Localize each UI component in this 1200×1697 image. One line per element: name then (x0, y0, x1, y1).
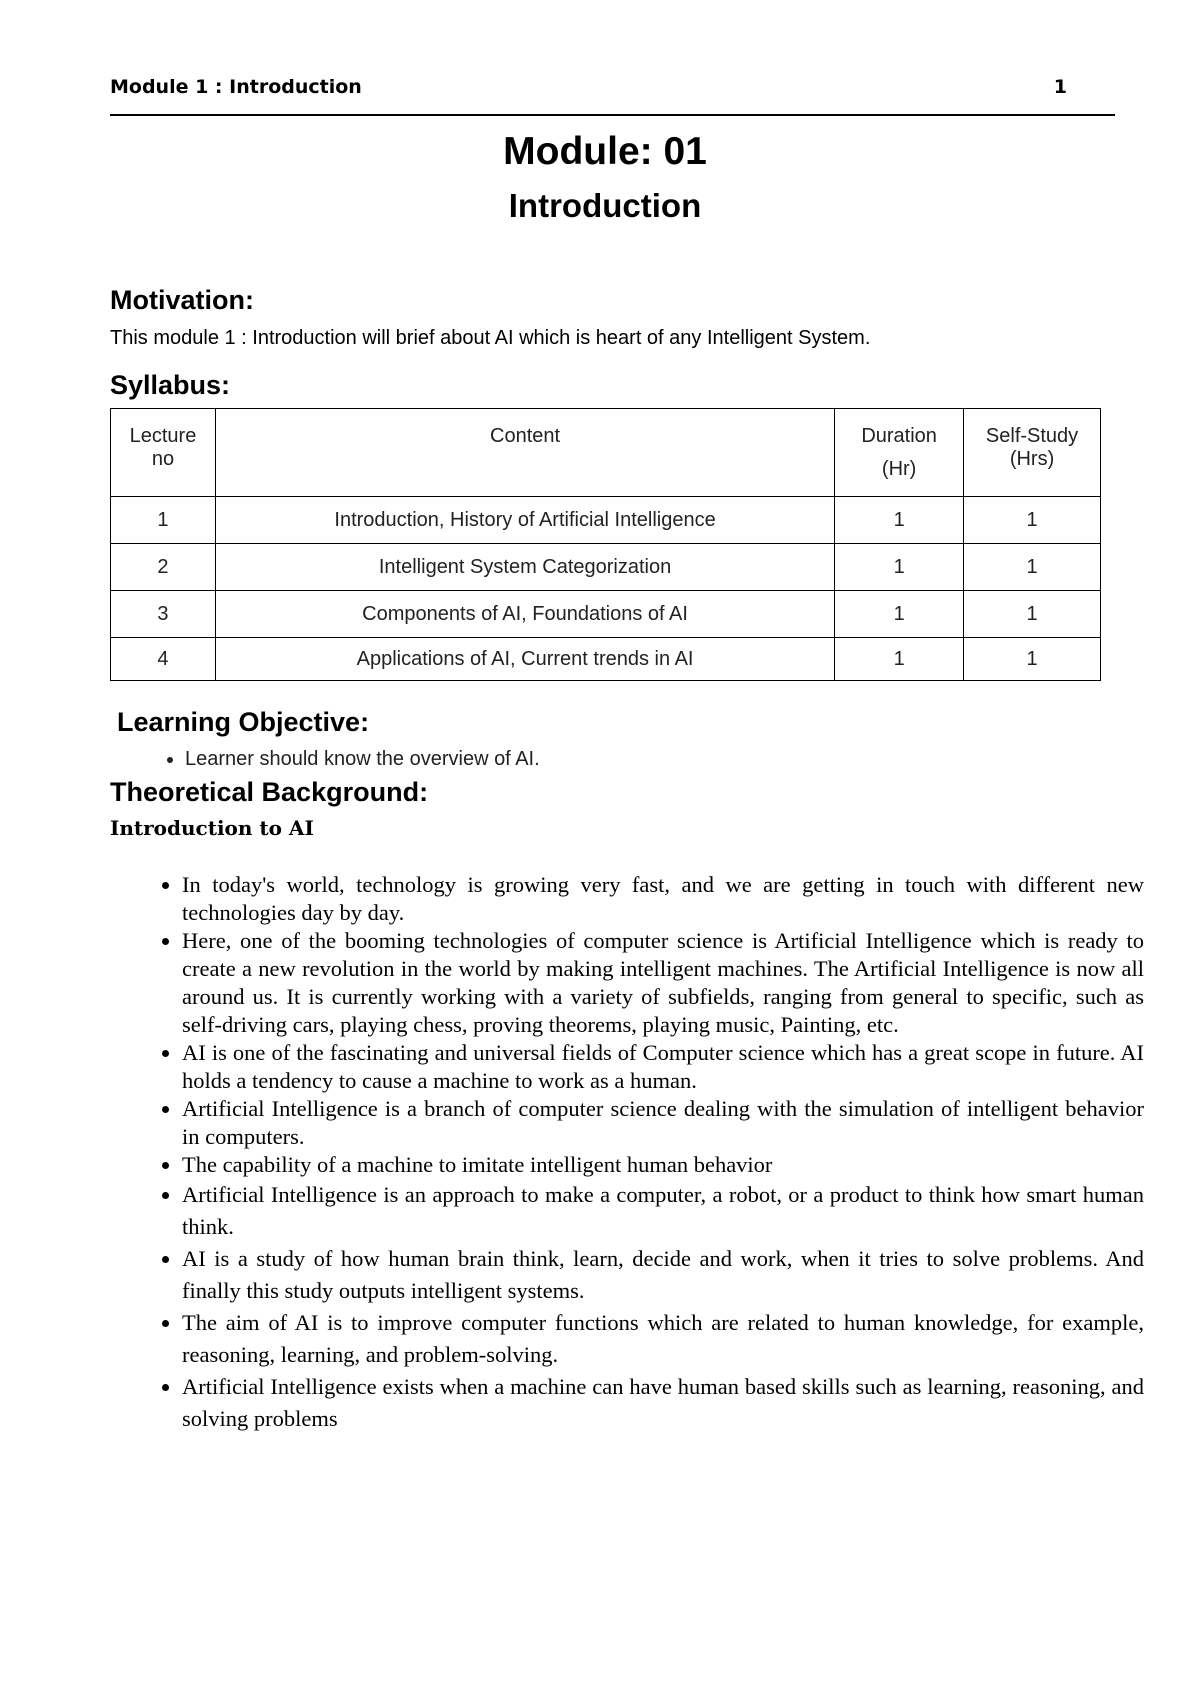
cell-content: Applications of AI, Current trends in AI (215, 638, 834, 681)
cell-self-study: 1 (964, 497, 1101, 544)
column-header-duration (835, 409, 964, 497)
learning-objective-heading: Learning Objective: (117, 707, 370, 737)
column-header-lecture-line2: no (151, 448, 175, 470)
table-row (111, 544, 1101, 591)
table-row (111, 497, 1101, 544)
motivation-text: This module 1 : Introduction will brief about AI which is heart of any Intelligent System. (110, 327, 871, 349)
list-item: • Artificial Intelligence is a branch of computer science dealing with the simulation of intelligent behavior in computers. (182, 1095, 1144, 1151)
cell-duration: 1 (835, 497, 964, 544)
cell-lecture: 1 (111, 497, 216, 544)
running-title: Module 1 : Introduction (110, 76, 362, 98)
cell-self-study: 1 (964, 544, 1101, 591)
list-item: • AI is a study of how human brain think, learn, decide and work, when it tries to solve problems. And finally this study outputs intelligent systems. (182, 1243, 1144, 1307)
motivation-heading: Motivation: (110, 285, 254, 315)
list-item: • The aim of AI is to improve computer functions which are related to human knowledge, for example, reasoning, learning, and problem-solving. (182, 1307, 1144, 1371)
list-item: • Artificial Intelligence exists when a machine can have human based skills such as learning, reasoning, and solving problems (182, 1371, 1144, 1435)
column-header-self-study-line1: Self-Study (985, 425, 1079, 447)
table-header-row (111, 409, 1101, 497)
module-title: Module: 01 (503, 130, 707, 173)
list-item: • Here, one of the booming technologies of computer science is Artificial Intelligence which is ready to create a new revolution in the world by making intelligent machines. The Artificial Intelligence is now all around us. It is currently working with a variety of subfields, ranging from general to specific, such as self-driving cars, playing chess, proving theorems, playing music, Painting, etc. (182, 927, 1144, 1039)
cell-content: Intelligent System Categorization (215, 544, 834, 591)
cell-lecture: 3 (111, 591, 216, 638)
list-item: • Learner should know the overview of AI. (185, 748, 540, 771)
column-header-self-study-line2: (Hrs) (1009, 448, 1055, 470)
list-item: • Artificial Intelligence is an approach to make a computer, a robot, or a product to think how smart human think. (182, 1179, 1144, 1243)
column-header-content: Content (215, 409, 834, 497)
cell-lecture: 4 (111, 638, 216, 681)
theory-bullet-list (140, 871, 1144, 1435)
cell-content: Introduction, History of Artificial Intelligence (215, 497, 834, 544)
page-number: 1 (1053, 76, 1067, 98)
running-header (110, 74, 1115, 116)
module-subtitle: Introduction (508, 187, 702, 224)
cell-self-study: 1 (964, 638, 1101, 681)
list-item: • In today's world, technology is growing very fast, and we are getting in touch with different new technologies day by day. (182, 871, 1144, 927)
list-item: • AI is one of the fascinating and universal fields of Computer science which has a great scope in future. AI holds a tendency to cause a machine to work as a human. (182, 1039, 1144, 1095)
theory-heading: Theoretical Background: (110, 777, 429, 807)
cell-lecture: 2 (111, 544, 216, 591)
table-row (111, 591, 1101, 638)
cell-duration: 1 (835, 638, 964, 681)
theory-subheading: Introduction to AI (110, 816, 314, 840)
cell-content: Components of AI, Foundations of AI (215, 591, 834, 638)
cell-duration: 1 (835, 591, 964, 638)
column-header-duration-line1: Duration (861, 425, 937, 447)
column-header-duration-line2: (Hr) (881, 458, 917, 480)
column-header-self-study (964, 409, 1101, 497)
cell-duration: 1 (835, 544, 964, 591)
list-item: • The capability of a machine to imitate intelligent human behavior (182, 1151, 1144, 1179)
cell-self-study: 1 (964, 591, 1101, 638)
learning-objective-list (140, 748, 540, 771)
column-header-lecture (111, 409, 216, 497)
column-header-lecture-line1: Lecture (129, 425, 197, 447)
table-row (111, 638, 1101, 681)
syllabus-heading: Syllabus: (110, 370, 231, 400)
syllabus-table (110, 408, 1101, 681)
